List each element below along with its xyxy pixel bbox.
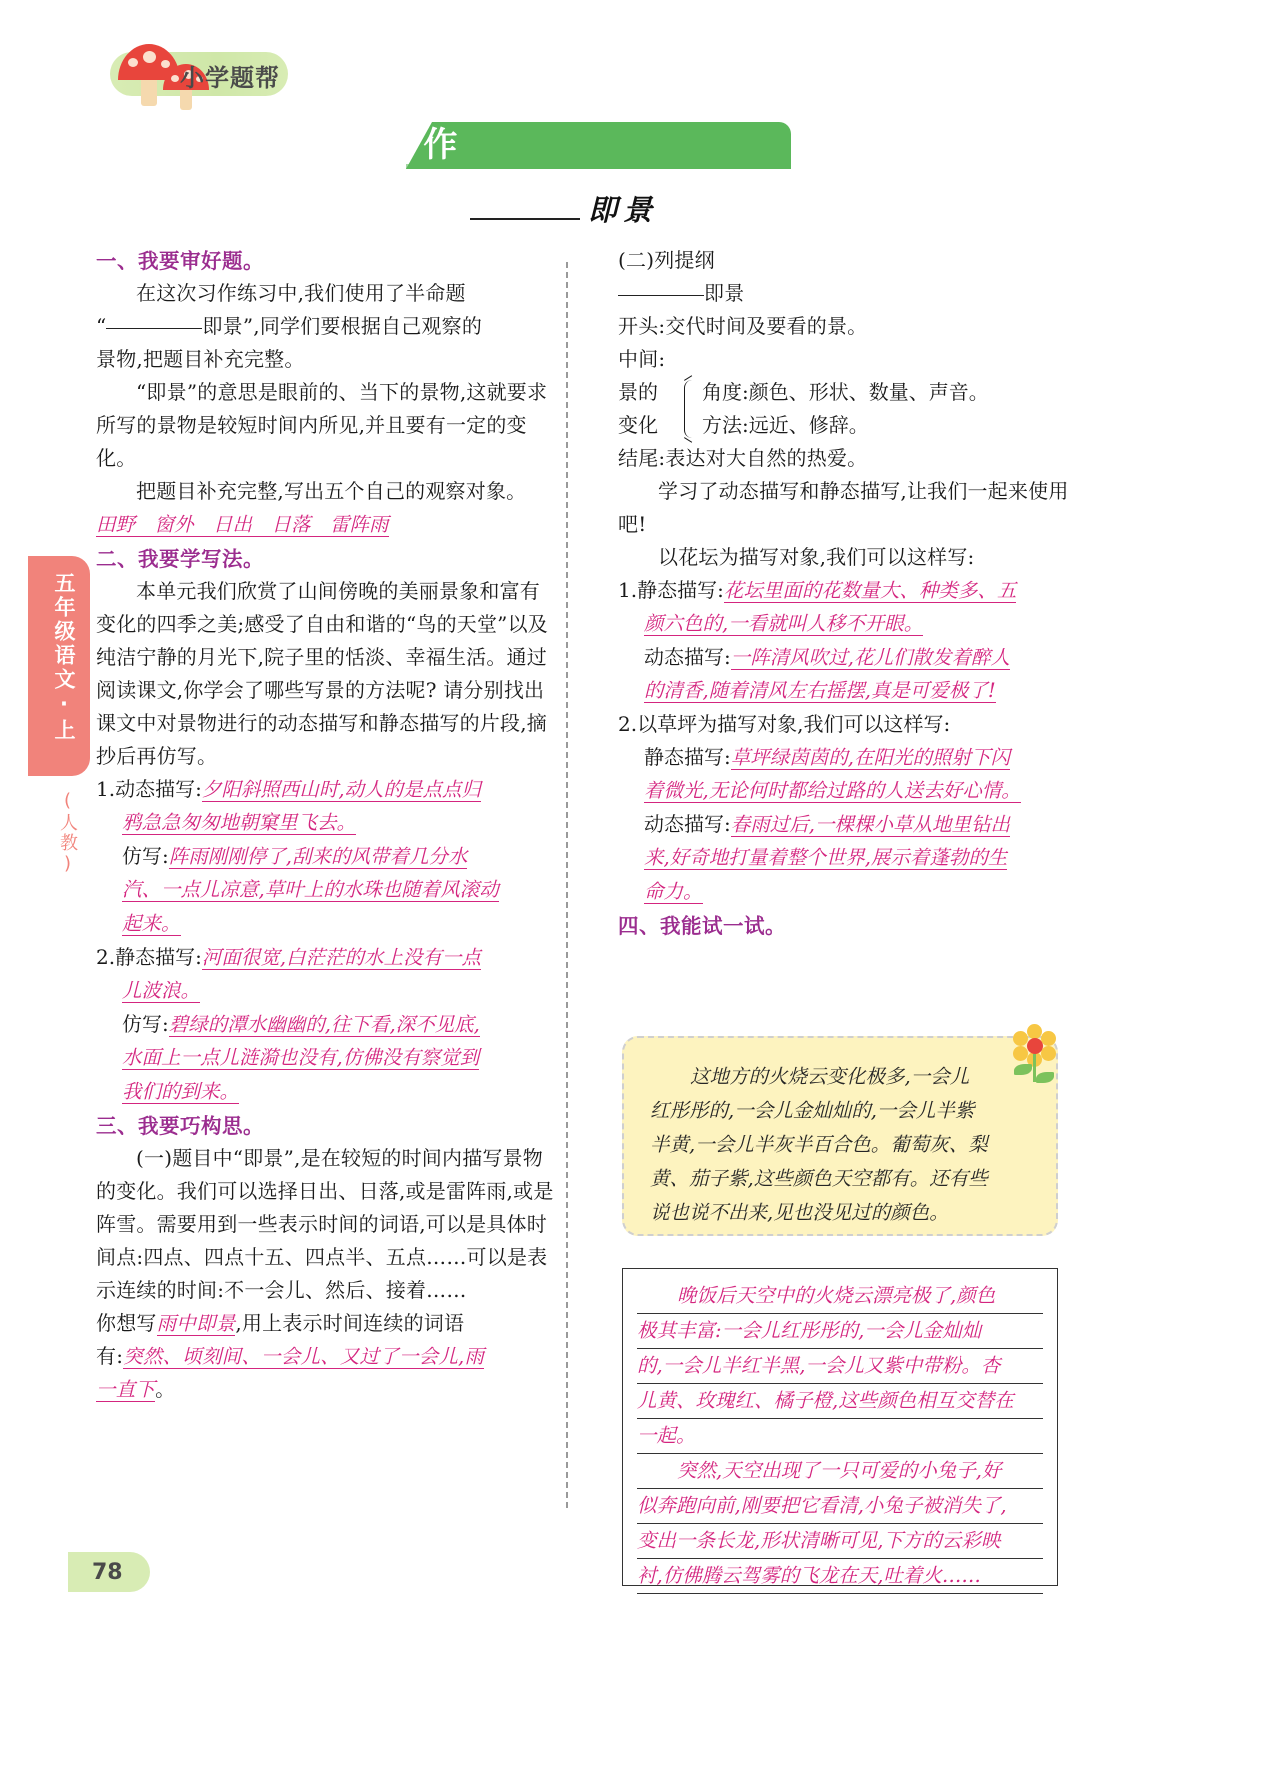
item-label-dynamic: 动态描写: bbox=[644, 812, 731, 836]
outline-middle: 中间: bbox=[618, 347, 666, 371]
outline-title bbox=[618, 277, 1080, 310]
section2-item-1-line5 bbox=[96, 907, 558, 941]
writing-line: 突然,天空出现了一只可爱的小兔子,好 bbox=[637, 1454, 1043, 1489]
quote-open: “ bbox=[96, 314, 107, 338]
section2-item-2-line3 bbox=[96, 1008, 558, 1041]
writing-line: 儿黄、玫瑰红、橘子橙,这些颜色相互交替在 bbox=[637, 1384, 1043, 1419]
right-column bbox=[618, 244, 1080, 942]
section2-item-2-line2 bbox=[96, 974, 558, 1008]
item-answer: 的清香,随着清风左右摇摆,真是可爱极了! bbox=[644, 679, 996, 702]
section1-paragraph-3: 把题目补充完整,写出五个自己的观察对象。 bbox=[136, 479, 527, 503]
side-tab-publisher: (人教) bbox=[57, 790, 78, 876]
section1-answer bbox=[96, 508, 558, 542]
item-label-static: 静态描写: bbox=[644, 745, 731, 769]
fill-blank-title bbox=[106, 328, 202, 329]
section3-paragraph-1: (一)题目中“即景”,是在较短的时间内描写景物的变化。我们可以选择日出、日落,或是雷阵雨,或是阵雪。需要用到一些表示时间的词语,可以是具体时间点:四点、四点十五、四点半、五点……可以是表示连续的时间:不一会儿、然后、接着…… bbox=[96, 1146, 554, 1302]
item-answer: 着微光,无论何时都给过路的人送去好心情。 bbox=[644, 779, 1021, 802]
section3-question-line3 bbox=[96, 1373, 558, 1406]
example-line-4: 黄、茄子紫,这些颜色天空都有。还有些 bbox=[650, 1167, 988, 1190]
item-answer: 春雨过后,一棵棵小草从地里钻出 bbox=[730, 813, 1010, 836]
side-tab-label: 五年级语文·上 bbox=[52, 572, 76, 743]
section2-item-2-line5 bbox=[96, 1075, 558, 1109]
item-answer: 水面上一点儿涟漪也没有,仿佛没有察觉到 bbox=[122, 1046, 480, 1069]
banner-title: 习 作 bbox=[333, 125, 480, 165]
right-item-2-line4 bbox=[618, 841, 1080, 875]
title-word: 即景 bbox=[588, 193, 659, 227]
right-item-2-line1 bbox=[618, 741, 1080, 774]
right-item-2-line5 bbox=[618, 875, 1080, 909]
section-heading-4: 四、我能试一试。 bbox=[618, 914, 786, 938]
item-answer: 阵雨刚刚停了,刮来的风带着几分水 bbox=[168, 845, 468, 868]
example-line-3: 半黄,一会儿半灰半百合色。葡萄灰、梨 bbox=[650, 1133, 988, 1156]
right-item-1-line4 bbox=[618, 674, 1080, 708]
item-label-imitate: 仿写: bbox=[122, 844, 169, 868]
writing-line: 的,一会儿半红半黑,一会儿又紫中带粉。杏 bbox=[637, 1349, 1043, 1384]
section2-item-1-line1 bbox=[96, 773, 558, 806]
section2-item-2-line1 bbox=[96, 941, 558, 974]
item-answer: 碧绿的潭水幽幽的,往下看,深不见底, bbox=[168, 1013, 480, 1036]
section3-question-line1 bbox=[96, 1307, 558, 1340]
item-label-imitate: 仿写: bbox=[122, 1012, 169, 1036]
right-item-1-line1 bbox=[618, 574, 1080, 607]
curly-brace-icon bbox=[684, 380, 697, 438]
outline-paragraph-example: 以花坛为描写对象,我们可以这样写: bbox=[658, 545, 975, 569]
item-answer: 儿波浪。 bbox=[122, 979, 201, 1002]
brace-label-2: 变化 bbox=[618, 413, 658, 437]
item-number: 1. bbox=[618, 578, 638, 602]
example-line-5: 说也说不出来,见也没见过的颜色。 bbox=[650, 1201, 949, 1224]
brace-text-2: 方法:远近、修辞。 bbox=[702, 413, 869, 437]
brace-text-1: 角度:颜色、形状、数量、声音。 bbox=[702, 380, 989, 404]
item-answer: 汽、一点儿凉意,草叶上的水珠也随着风滚动 bbox=[122, 878, 499, 901]
section2-item-1-line2 bbox=[96, 806, 558, 840]
page-number: 78 bbox=[92, 1560, 123, 1585]
question2-prefix: 有: bbox=[96, 1344, 124, 1368]
logo-text: 小学题帮 bbox=[180, 64, 280, 92]
writing-line: 一起。 bbox=[637, 1419, 1043, 1454]
question2-answer: 突然、顷刻间、一会儿、又过了一会儿,雨 bbox=[123, 1345, 485, 1368]
example-line-1: 这地方的火烧云变化极多,一会儿 bbox=[690, 1065, 970, 1088]
item-answer: 花坛里面的花数量大、种类多、五 bbox=[723, 579, 1017, 602]
item-answer: 草坪绿茵茵的,在阳光的照射下闪 bbox=[730, 746, 1010, 769]
item-label-dynamic: 动态描写: bbox=[644, 645, 731, 669]
student-writing-box[interactable] bbox=[622, 1268, 1058, 1586]
outline-end: 结尾:表达对大自然的热爱。 bbox=[618, 446, 868, 470]
question-prefix: 你想写 bbox=[96, 1311, 157, 1335]
item-answer: 起来。 bbox=[122, 912, 181, 935]
item-label-dynamic: 动态描写: bbox=[115, 777, 202, 801]
item-lead-text: 以草坪为描写对象,我们可以这样写: bbox=[637, 712, 951, 736]
writing-line: 衬,仿佛腾云驾雾的飞龙在天,吐着火…… bbox=[637, 1559, 1043, 1594]
item-number: 2. bbox=[618, 712, 638, 736]
section-heading-3: 三、我要巧构思。 bbox=[96, 1114, 264, 1138]
section2-item-1-line3 bbox=[96, 840, 558, 873]
example-text-box bbox=[622, 1036, 1058, 1236]
section1-paragraph-1b bbox=[96, 310, 558, 343]
section2-item-2-line4 bbox=[96, 1041, 558, 1075]
item-answer: 来,好奇地打量着整个世界,展示着蓬勃的生 bbox=[644, 846, 1008, 869]
item-answer: 命力。 bbox=[644, 880, 703, 903]
right-item-2-line3 bbox=[618, 808, 1080, 841]
writing-line: 极其丰富:一会儿红彤彤的,一会儿金灿灿 bbox=[637, 1314, 1043, 1349]
section1-paragraph-1b-text: 即景”,同学们要根据自己观察的 bbox=[202, 314, 483, 338]
outline-start: 开头:交代时间及要看的景。 bbox=[618, 314, 868, 338]
column-divider bbox=[566, 262, 568, 1508]
writing-line: 晚饭后天空中的火烧云漂亮极了,颜色 bbox=[637, 1279, 1043, 1314]
section1-paragraph-2: “即景”的意思是眼前的、当下的景物,这就要求所写的景物是较短时间内所见,并且要有一定的变化。 bbox=[96, 380, 548, 470]
section2-paragraph-1: 本单元我们欣赏了山间傍晚的美丽景象和富有变化的四季之美;感受了自由和谐的“鸟的天堂”以及纯洁宁静的月光下,院子里的恬淡、幸福生活。通过阅读课文,你学会了哪些写景的方法呢? 请分别找出课文中对景物进行的动态描写和静态描写的片段,摘抄后再仿写。 bbox=[96, 579, 548, 768]
example-line-2: 红彤彤的,一会儿金灿灿的,一会儿半紫 bbox=[650, 1099, 975, 1122]
item-answer: 一阵清风吹过,花儿们散发着醉人 bbox=[730, 646, 1010, 669]
outline-paragraph-after: 学习了动态描写和静态描写,让我们一起来使用吧! bbox=[618, 479, 1069, 536]
side-tab-grade bbox=[28, 556, 90, 776]
writing-line: 似奔跑向前,刚要把它看清,小兔子被消失了, bbox=[637, 1489, 1043, 1524]
sunflower-icon bbox=[1008, 1024, 1062, 1086]
section1-answer-text: 田野 窗外 日出 日落 雷阵雨 bbox=[96, 513, 389, 536]
outline-brace-group bbox=[618, 376, 1080, 442]
section2-item-1-line4 bbox=[96, 873, 558, 907]
brace-label-1: 景的 bbox=[618, 380, 658, 404]
question2-suffix: 。 bbox=[155, 1377, 176, 1401]
item-answer: 鸦急急匆匆地朝窠里飞去。 bbox=[122, 811, 357, 834]
right-item-1-line2 bbox=[618, 607, 1080, 641]
writing-line: 变出一条长龙,形状清晰可见,下方的云彩映 bbox=[637, 1524, 1043, 1559]
item-answer: 我们的到来。 bbox=[122, 1080, 240, 1103]
right-item-1-line3 bbox=[618, 641, 1080, 674]
section3-question-line2 bbox=[96, 1340, 558, 1373]
item-label-static: 静态描写: bbox=[637, 578, 724, 602]
item-label-static: 静态描写: bbox=[115, 945, 202, 969]
right-item-2-line2 bbox=[618, 774, 1080, 808]
outline-title-word: 即景 bbox=[704, 281, 745, 305]
right-item-2-lead bbox=[618, 708, 1080, 741]
title-blank-line bbox=[470, 218, 580, 220]
section1-paragraph-1a: 在这次习作练习中,我们使用了半命题 bbox=[136, 281, 466, 305]
item-number: 1. bbox=[96, 777, 116, 801]
item-answer: 河面很宽,白茫茫的水上没有一点 bbox=[201, 946, 482, 969]
section-heading-2: 二、我要学写法。 bbox=[96, 547, 264, 571]
item-answer: 颜六色的,一看就叫人移不开眼。 bbox=[644, 612, 924, 635]
question2-answer: 一直下 bbox=[96, 1378, 156, 1401]
item-number: 2. bbox=[96, 945, 116, 969]
question-suffix: ,用上表示时间连续的词语 bbox=[235, 1311, 465, 1335]
outline-heading: (二)列提纲 bbox=[618, 248, 715, 272]
page-title bbox=[470, 188, 730, 228]
outline-blank-line bbox=[618, 295, 704, 296]
left-column bbox=[96, 244, 558, 1406]
item-answer: 夕阳斜照西山时,动人的是点点归 bbox=[201, 778, 482, 801]
section-heading-1: 一、我要审好题。 bbox=[96, 249, 264, 273]
section1-paragraph-1c: 景物,把题目补充完整。 bbox=[96, 347, 305, 371]
question-answer: 雨中即景 bbox=[156, 1312, 236, 1335]
